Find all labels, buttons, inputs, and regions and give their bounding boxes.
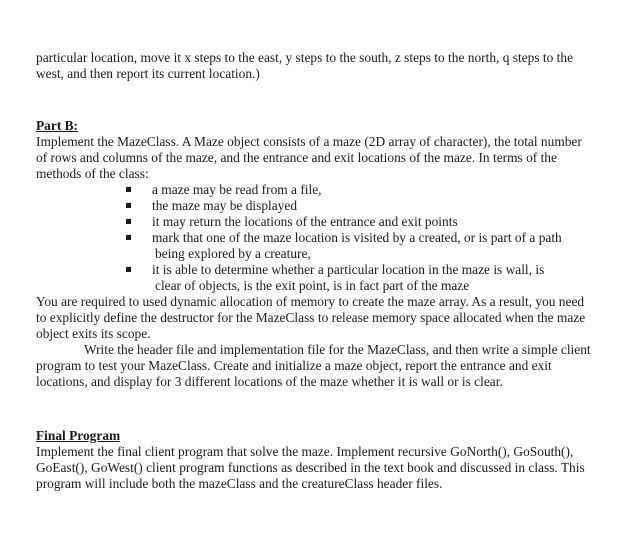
- part-b-intro: Implement the MazeClass. A Maze object consists of a maze (2D array of character), the total number of rows and columns of the maze, and the entrance and exit locations of the maze. In terms of the methods of the class:: [36, 134, 582, 181]
- intro-paragraph: particular location, move it x steps to the east, y steps to the south, z steps to the north, q steps to the west, and then report its current location.): [36, 50, 574, 81]
- final-program-paragraph: Implement the final client program that solve the maze. Implement recursive GoNorth(), GoSouth(), GoEast(), GoWest() client program functions as described in the text book and discussed in class. This program will include both the mazeClass and the creatureClass header files.: [36, 444, 585, 491]
- list-item-line1: the maze may be displayed: [152, 198, 298, 213]
- bullet-icon: [126, 267, 131, 272]
- methods-list: [36, 182, 596, 294]
- list-item-line2: being explored by a creature,: [155, 246, 311, 261]
- list-item-line2: clear of objects, is the exit point, is in fact part of the maze: [155, 278, 470, 293]
- bullet-icon: [126, 219, 131, 224]
- list-item-line1: mark that one of the maze location is visited by a created, or is part of a path: [152, 230, 562, 245]
- list-item: [149, 182, 596, 198]
- list-item-line1: it is able to determine whether a particular location in the maze is wall, is: [152, 262, 545, 277]
- list-item-line1: a maze may be read from a file,: [152, 182, 322, 197]
- list-item: [149, 198, 596, 214]
- part-b-heading: Part B:: [36, 118, 79, 133]
- bullet-icon: [126, 235, 131, 240]
- final-program-section: [36, 428, 596, 492]
- bullet-icon: [126, 203, 131, 208]
- list-item: [149, 214, 596, 230]
- list-item: [149, 262, 596, 294]
- list-item: [149, 230, 596, 262]
- part-b-section: [36, 118, 596, 390]
- list-item-line1: it may return the locations of the entrance and exit points: [152, 214, 458, 229]
- document-page: [36, 50, 596, 492]
- final-program-heading: Final Program: [36, 428, 121, 443]
- part-b-paragraph-header-file: Write the header file and implementation file for the MazeClass, and then write a simple client program to test your MazeClass. Create and initialize a maze object, report the entrance and exit locations, and display for 3 different locations of the maze whether it is wall or is clear.: [36, 342, 591, 389]
- part-b-paragraph-dynamic-memory: You are required to used dynamic allocation of memory to create the maze array. As a result, you need to explicitly define the destructor for the MazeClass to release memory space allocated when the maze object exits its scope.: [36, 294, 586, 341]
- bullet-icon: [126, 187, 131, 192]
